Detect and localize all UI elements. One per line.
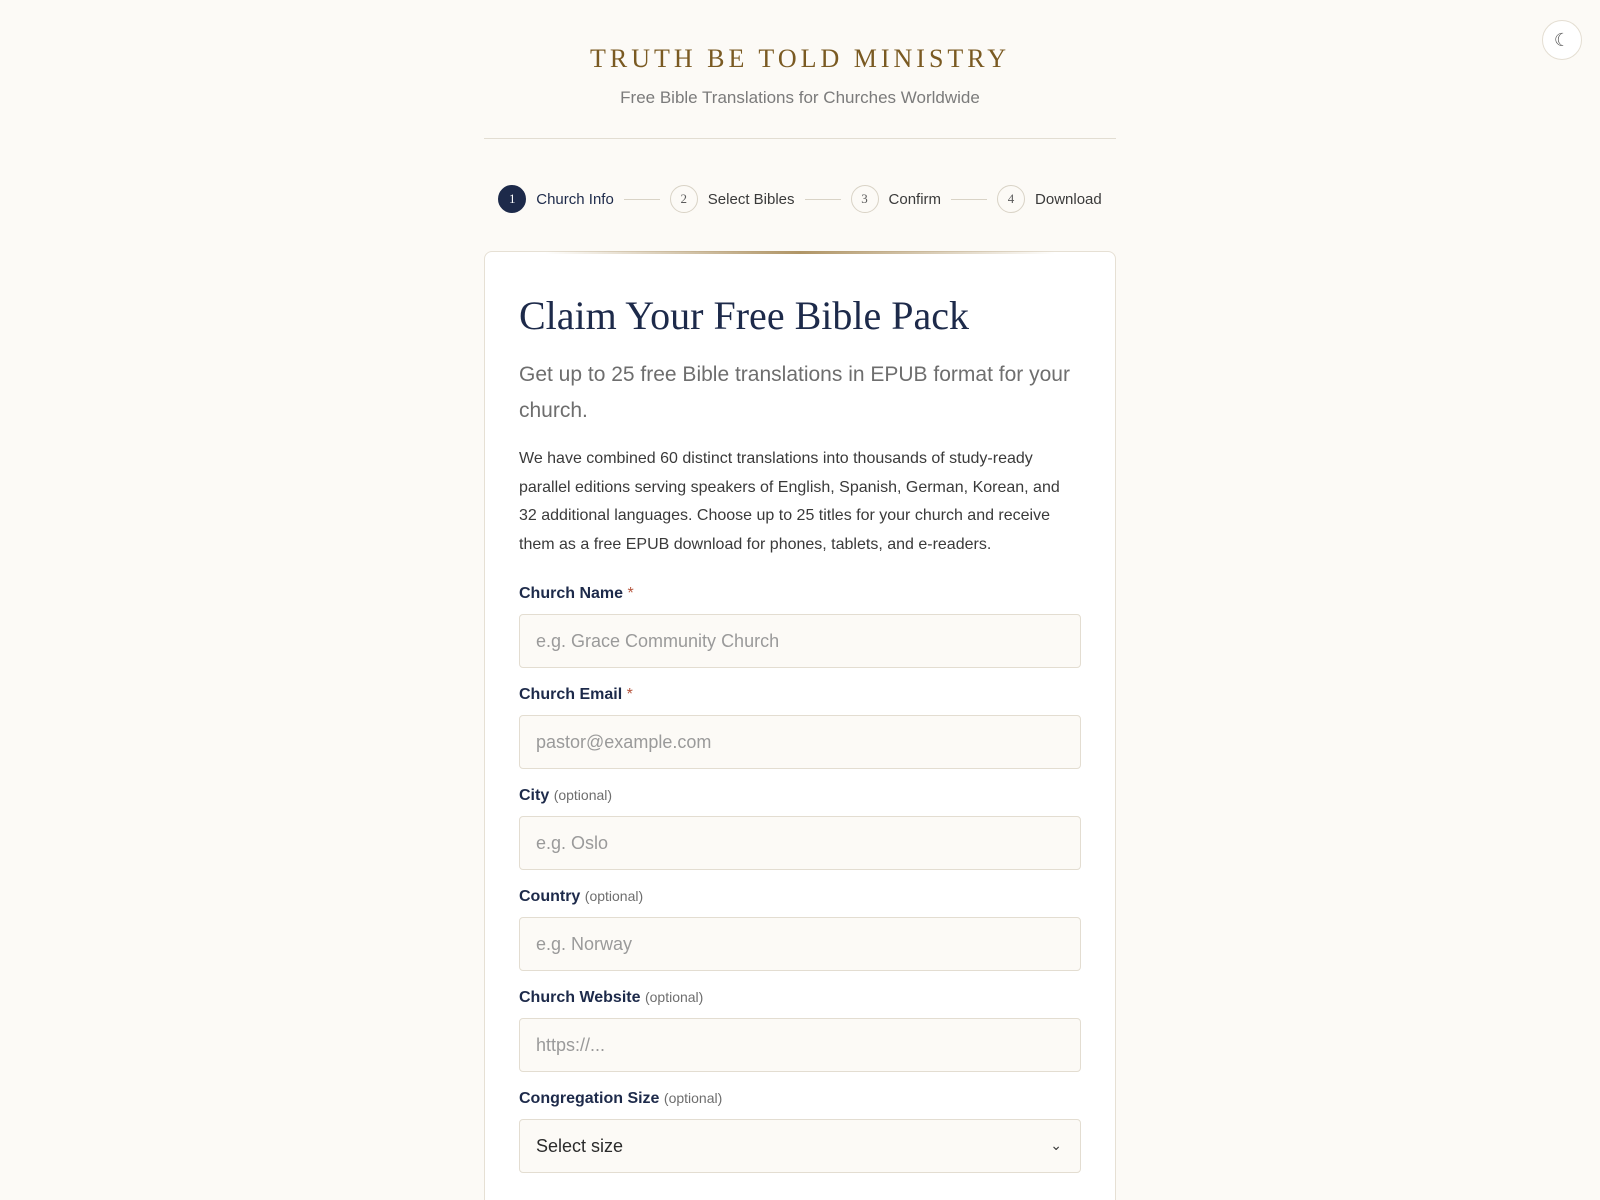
tagline: Free Bible Translations for Churches Worldwide	[620, 88, 980, 107]
city-field	[519, 787, 1081, 870]
required-mark: *	[627, 585, 634, 602]
church-name-input[interactable]	[519, 614, 1081, 668]
optional-note: (optional)	[584, 888, 644, 904]
church-email-label	[519, 686, 1081, 704]
congregation-size-label	[519, 1090, 1081, 1108]
church-email-field	[519, 686, 1081, 769]
congregation-size-field	[519, 1090, 1081, 1173]
label-text: City	[519, 787, 550, 804]
selected-value: Select size	[536, 1135, 624, 1156]
optional-note: (optional)	[553, 787, 613, 803]
step-number: 2	[670, 185, 698, 213]
step-label: Select Bibles	[707, 190, 795, 208]
country-input[interactable]	[519, 917, 1081, 971]
step-download	[997, 185, 1102, 213]
website-field	[519, 989, 1081, 1072]
country-field	[519, 888, 1081, 971]
country-label	[519, 888, 1081, 906]
required-mark: *	[626, 686, 633, 703]
congregation-size-select[interactable]	[519, 1119, 1081, 1173]
step-number: 1	[498, 185, 526, 213]
brand-title: TRUTH BE TOLD MINISTRY	[590, 44, 1010, 73]
step-connector	[951, 199, 987, 200]
step-connector	[805, 199, 841, 200]
church-name-field	[519, 585, 1081, 668]
website-input[interactable]	[519, 1018, 1081, 1072]
card-subtitle: Get up to 25 free Bible translations in EPUB format for your church.	[519, 363, 1070, 422]
theme-toggle-button[interactable]	[1542, 20, 1582, 60]
step-select-bibles	[670, 185, 795, 213]
chevron-down-icon: ⌄	[1050, 1138, 1062, 1154]
step-church-info	[498, 185, 614, 213]
optional-note: (optional)	[663, 1090, 723, 1106]
label-text: Church Name	[519, 585, 624, 602]
step-number: 3	[851, 185, 879, 213]
claim-card	[484, 251, 1116, 1200]
step-connector	[624, 199, 660, 200]
step-label: Download	[1035, 190, 1102, 208]
card-title: Claim Your Free Bible Pack	[519, 293, 969, 338]
moon-icon: ☾	[1553, 29, 1571, 51]
label-text: Congregation Size	[519, 1090, 660, 1107]
label-text: Country	[519, 888, 581, 905]
masthead	[484, 0, 1116, 139]
website-label	[519, 989, 1081, 1007]
church-email-input[interactable]	[519, 715, 1081, 769]
step-confirm	[851, 185, 942, 213]
step-label: Confirm	[888, 190, 942, 208]
step-number: 4	[997, 185, 1025, 213]
label-text: Church Email	[519, 686, 623, 703]
city-input[interactable]	[519, 816, 1081, 870]
church-name-label	[519, 585, 1081, 603]
progress-stepper	[484, 185, 1116, 213]
city-label	[519, 787, 1081, 805]
card-description: We have combined 60 distinct translations into thousands of study-ready parallel editions serving speakers of English, Spanish, German, Korean, and 32 additional languages. Choose up to 25 titles for your church and receive them as a free EPUB download for phones, tablets, and e-readers.	[519, 450, 1060, 553]
optional-note: (optional)	[644, 989, 704, 1005]
step-label: Church Info	[536, 190, 614, 208]
label-text: Church Website	[519, 989, 641, 1006]
